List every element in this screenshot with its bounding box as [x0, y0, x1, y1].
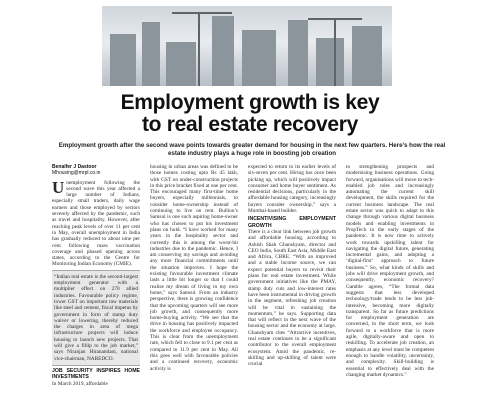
intro-paragraph: nemployment following the second wave this year affected a large number of Indians, especially small traders, daily wage earners and those employed by sectors severely affected by the pandemic, such as travel and hospitality. However, after reaching peak levels of over 11 per cent in May, overall unemployment in India has gradually reduced to about nine per cent following mass vaccination coverage and phased opening across states, according to the Centre for Monitoring Indian Economy (CMIE).	[52, 179, 140, 268]
header-photo	[102, 6, 392, 86]
article-column-2	[150, 164, 238, 400]
headline-line-2: to real estate recovery	[141, 113, 359, 136]
body-paragraph: to strengthening prospects and modernising business operations. Going forward, organisations will move to tech-enabled job roles and increasingly automating the current skill development, the skills required for the current business landscape. The real estate sector was quick to adapt to this change through various digital business models and enabling investments in PropTech in the early stages of the pandemic. It is now time to actively work towards upskilling talent for navigating the digital future, generating incremental gains, and adopting a ‘digital-first’ approach to future business.” So, what kinds of skills and jobs will drive employment growth, and consequently, economic recovery? Gamble agrees, “The formal data suggests that less developed technology/trade tends to be less job-intensive, becoming more digitally transparent. So far as future predictions for employment generation are concerned, in the short term, we look forward to a workforce that is more agile, digitally-aware and open to reskilling. To accelerate job creation, an emphasis at any level must be competent enough to handle volatility, uncertainty, and complexity. Skill-building is essential to effectively deal with the changing market dynamics.”	[346, 164, 434, 378]
headline	[0, 92, 500, 136]
article-column-3	[248, 164, 336, 400]
pull-quote: “Indian real estate is the second-largest employment generator with a multiplier effect on 270 allied industries. Favourable policy regime, lower GST on important raw materials like steel and cement, fiscal impetus by government in form of stamp duty waiver or lowering, thereby reduced the charges in area of mega infrastructure projects will induce housing to launch new projects. That will give a fillip to the job market,” says Niranjan Hiranandani, national vice-chairman, NAREDCO.	[52, 270, 140, 366]
headline-line-1: Employment growth is key	[120, 91, 380, 114]
article-column-4	[346, 164, 434, 400]
byline	[52, 164, 140, 177]
body-paragraph: housing in urban areas was defined to be those homes costing upto Rs 45 lakh, with GST on under-construction projects in this price bracket fixed at one per cent. This encouraged many first-time home buyers, especially millennials, to consider home-ownership instead of continuing to live on rent. Bullion’s Samsul is one such aspiring home-owner who has chosen to put his investment plans on hold. “I have worked for many years in the hospitality sector and currently this is among the worst-hit industries due to the pandemic. Hence, I am conserving my savings and avoiding any more financial commitments until the situation improves. I hope the existing favourable investment climate lasts a little bit longer so that I could realise my dream of living in my own home,” says Samsul. From an industry perspective, there is growing confidence that the upcoming quarters will see more job growth, and consequently more home-buying activity. “We see that the drive in housing has positively impacted the workforce and employee occupancy. This is clear from the unemployment rate, which fell to close to 9.1 per cent as compared to 11.9 per cent in May. All this goes well with favourable policies and a continued recovery, economic activity is	[150, 164, 238, 372]
article-column-1	[52, 164, 140, 400]
drop-cap: U	[52, 177, 65, 197]
subhead-incentivising: INCENTIVISING EMPLOYMENT GROWTH	[248, 216, 336, 229]
standfirst: Employment growth after the second wave points towards greater demand for housing in the next few quarters. Here’s how the real estate industry plays a huge role in boosting job creation	[58, 142, 446, 157]
subhead-job-security: JOB SECURITY INSPIRES HOME INVESTMENTS	[52, 367, 140, 381]
body-paragraph: expected to return to its earlier levels of six-seven per cent. Hiring has once been picking up, which will positively impact consumer and home buyer sentiment. As residential decisions, particularly in the affordable housing category, increasingly buyers consider ownership,” says a Mumbai-based builder.	[248, 164, 336, 215]
byline-name: Benaifer J Dastoor	[52, 164, 97, 170]
byline-email: Mhousing@mrpl.co.in	[52, 170, 101, 177]
body-paragraph: In March 2019, affordable	[52, 380, 108, 387]
body-paragraph: There is a clear link between job growth and affordable housing, according to Ashish Shah Ghanshyam, director and CEO India, South East Asia, Middle East and Africa, CBRE. “With an improved and a stable income source, we can expect potential buyers to revisit their plans for real estate investment. While government initiatives like the PMAY, stamp duty cuts and low-interest rates have been instrumental in driving growth in the segment, refreshing job creation will be vital in sustaining the momentum,” he says. Supporting data that will reflect in the next wave of the housing sector and the economy at large. Ghanshyam cites “Attractive incentives, real estate continues to be a significant contributor to the overall employment ecosystem. Amid the pandemic, re-skilling and up-skilling of talent were crucial	[248, 228, 336, 368]
